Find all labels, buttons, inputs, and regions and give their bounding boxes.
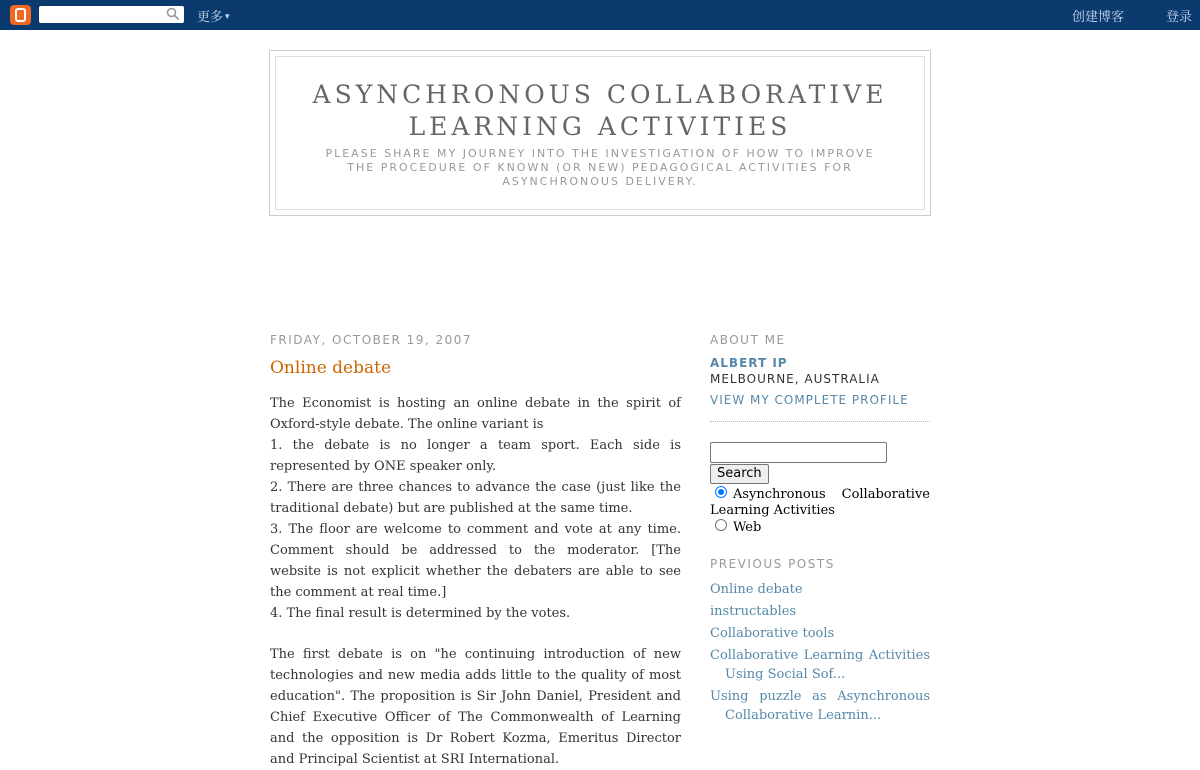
post-body xyxy=(270,393,681,770)
sidebar-search xyxy=(710,442,930,536)
login-link[interactable]: 登录 xyxy=(1165,10,1192,25)
post-paragraph: The first debate is on "he continuing introduction of new technologies and new media adds little to the quality of most education". The proposition is Sir John Daniel, President and Chief Executive Officer of The Commonwealth of Learning and the opposition is Dr Robert Kozma, Emeritus Director and Principal Scientist at SRI International. xyxy=(270,647,681,767)
more-label: 更多 xyxy=(197,10,224,25)
paragraph-gap xyxy=(270,624,681,644)
previous-post-link[interactable]: Online debate xyxy=(710,582,803,597)
profile-location: MELBOURNE, AUSTRALIA xyxy=(710,372,880,386)
search-option-label: Asynchronous Collaborative Learning Activities xyxy=(710,487,930,518)
view-profile-link[interactable]: VIEW MY COMPLETE PROFILE xyxy=(710,393,909,407)
search-option-web[interactable] xyxy=(710,519,930,536)
about-me-heading: ABOUT ME xyxy=(710,333,786,347)
post-line: 4. The final result is determined by the votes. xyxy=(270,606,571,621)
post-title[interactable]: Online debate xyxy=(270,358,392,378)
blog-header xyxy=(269,50,931,216)
navbar-search-input[interactable] xyxy=(39,6,184,23)
search-button[interactable]: Search xyxy=(710,464,769,484)
blog-description: PLEASE SHARE MY JOURNEY INTO THE INVESTIGATION OF HOW TO IMPROVE THE PROCEDURE OF KNOWN (OR NEW) PEDAGOGICAL ACTIVITIES FOR ASYNCHRONOUS DELIVERY. xyxy=(325,147,875,188)
search-icon[interactable] xyxy=(166,7,180,21)
profile-name-link[interactable]: ALBERT IP xyxy=(710,356,788,370)
post-line: 2. There are three chances to advance the case (just like the traditional debate) but are published at the same time. xyxy=(270,480,681,516)
previous-post-link[interactable]: instructables xyxy=(710,604,797,619)
blog-title[interactable]: ASYNCHRONOUS COLLABORATIVE LEARNING ACTIVITIES xyxy=(312,80,888,141)
blogger-logo-icon[interactable] xyxy=(10,5,31,25)
search-option-blog[interactable] xyxy=(710,486,930,519)
post-line: 3. The floor are welcome to comment and vote at any time. Comment should be addressed to the moderator. [The website is not explicit whether the debaters are able to see the comment at real time.] xyxy=(270,522,681,600)
previous-post-link[interactable]: Collaborative tools xyxy=(710,626,835,641)
radio-selected-icon[interactable] xyxy=(715,486,727,498)
previous-posts-heading: PREVIOUS POSTS xyxy=(710,557,835,571)
radio-unselected-icon[interactable] xyxy=(715,519,727,531)
previous-post-link[interactable]: Using puzzle as Asynchronous Collaborative Learnin... xyxy=(710,689,930,723)
chevron-down-icon: ▾ xyxy=(225,12,230,22)
search-input[interactable] xyxy=(710,442,887,463)
post-line: The Economist is hosting an online debate in the spirit of Oxford-style debate. The online variant is xyxy=(270,396,681,432)
post-line: 1. the debate is no longer a team sport. Each side is represented by ONE speaker only. xyxy=(270,438,681,474)
blogger-navbar xyxy=(0,0,1200,30)
post-date: FRIDAY, OCTOBER 19, 2007 xyxy=(270,333,473,347)
previous-post-link[interactable]: Collaborative Learning Activities Using Social Sof... xyxy=(710,648,930,682)
create-blog-link[interactable]: 创建博客 xyxy=(1071,10,1124,25)
sidebar-divider xyxy=(710,421,930,422)
more-menu-button[interactable] xyxy=(197,6,230,25)
sidebar xyxy=(710,332,930,728)
main-column xyxy=(270,332,681,770)
blog-header-inner xyxy=(275,56,925,210)
search-option-label: Web xyxy=(733,520,762,535)
previous-posts-list xyxy=(710,580,930,725)
